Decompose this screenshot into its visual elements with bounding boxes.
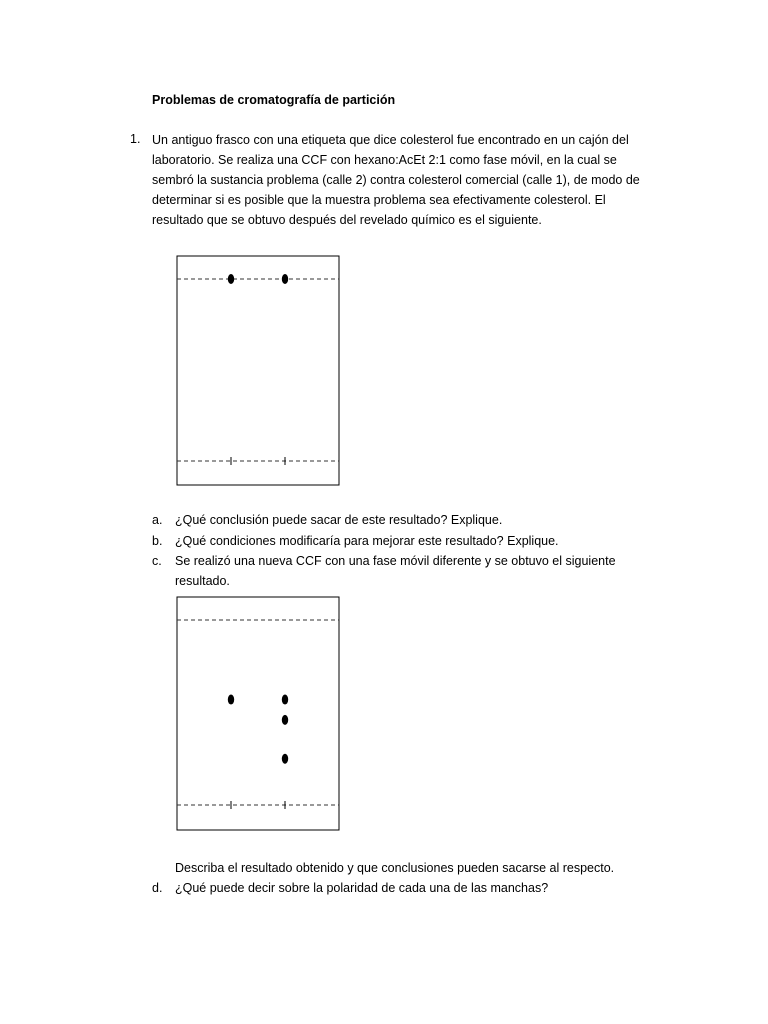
question-line-2: laboratorio. Se realiza una CCF con hexano:AcEt 2:1 como fase móvil, en la cual se xyxy=(152,153,617,167)
sub-item-a-letter: a. xyxy=(152,513,163,527)
question-line-1: Un antiguo frasco con una etiqueta que dice colesterol fue encontrado en un cajón del xyxy=(152,133,629,147)
tlc-plate-2 xyxy=(176,596,340,831)
sub-item-c-text: Se realizó una nueva CCF con una fase móvil diferente y se obtuvo el siguiente xyxy=(175,554,616,568)
sub-item-a-text: ¿Qué conclusión puede sacar de este resultado? Explique. xyxy=(175,513,503,527)
sub-item-d-text: ¿Qué puede decir sobre la polaridad de cada una de las manchas? xyxy=(175,881,549,895)
sub-item-c-text-cont: resultado. xyxy=(175,574,230,588)
question-line-3: sembró la sustancia problema (calle 2) contra colesterol comercial (calle 1), de modo de xyxy=(152,173,640,187)
plate-2-spot-lane-2-2 xyxy=(282,695,288,705)
sub-item-b-text: ¿Qué condiciones modificaría para mejorar este resultado? Explique. xyxy=(175,534,559,548)
document-title: Problemas de cromatografía de partición xyxy=(152,93,396,107)
sub-item-d-letter: d. xyxy=(152,881,163,895)
plate-2-spot-lane-2-4 xyxy=(282,754,288,764)
question-line-5: resultado que se obtuvo después del revelado químico es el siguiente. xyxy=(152,213,542,227)
plate-1-spot-lane-2-2 xyxy=(282,274,288,284)
plate-2-spot-lane-1-1 xyxy=(228,695,234,705)
sub-item-b-letter: b. xyxy=(152,534,163,548)
plate-1-border xyxy=(177,256,339,485)
tlc-plate-1 xyxy=(176,255,340,486)
sub-item-c-letter: c. xyxy=(152,554,162,568)
describe-text: Describa el resultado obtenido y que conclusiones pueden sacarse al respecto. xyxy=(175,861,615,875)
question-number: 1. xyxy=(130,132,141,146)
question-line-4: determinar si es posible que la muestra problema sea efectivamente colesterol. El xyxy=(152,193,606,207)
plate-1-spot-lane-1-1 xyxy=(228,274,234,284)
plate-2-border xyxy=(177,597,339,830)
plate-2-spot-lane-2-3 xyxy=(282,715,288,725)
